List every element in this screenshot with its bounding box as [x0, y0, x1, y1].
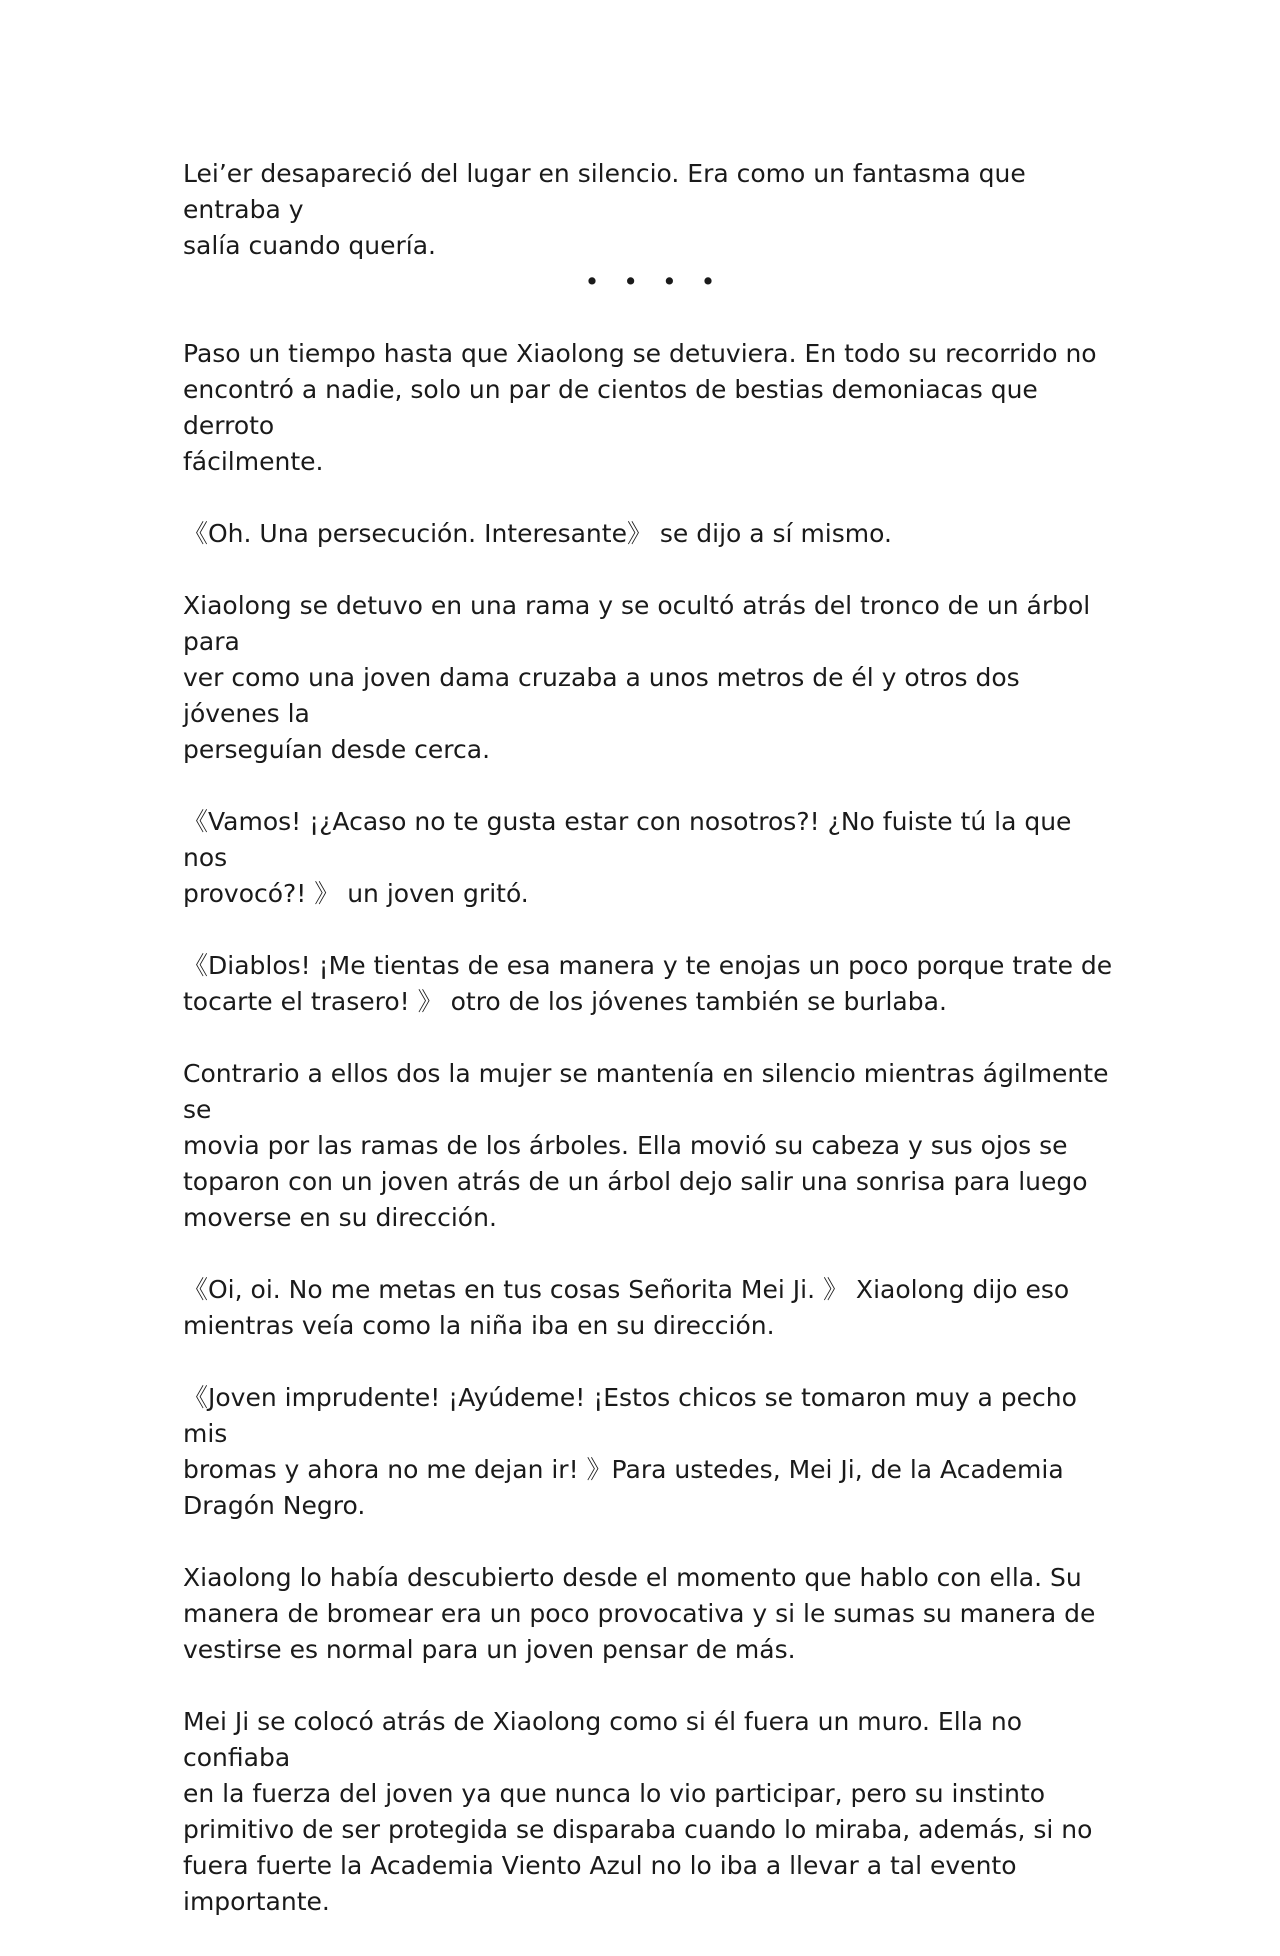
paragraph-6: 《Diablos! ¡Me tientas de esa manera y te enojas un poco porque trate de tocarte el trasero! 》 otro de los jóvenes también se burlaba. [183, 951, 1113, 1016]
paragraph-10: Xiaolong lo había descubierto desde el momento que hablo con ella. Su manera de bromear era un poco provocativa y si le sumas su manera de vestirse es normal para un joven pensar de más. [183, 1563, 1096, 1664]
paragraph-7: Contrario a ellos dos la mujer se mantenía en silencio mientras ágilmente se movia por las ramas de los árboles. Ella movió su cabeza y sus ojos se toparon con un joven atrás de un árbol dejo salir una sonrisa para luego moverse en su dirección. [183, 1059, 1109, 1232]
document-body [183, 156, 1113, 1956]
paragraph-4: Xiaolong se detuvo en una rama y se ocultó atrás del tronco de un árbol para ver como una joven dama cruzaba a unos metros de él y otros dos jóvenes la perseguían desde cerca. [183, 591, 1091, 764]
paragraph-5: 《Vamos! ¡¿Acaso no te gusta estar con nosotros?! ¿No fuiste tú la que nos provocó?! 》 un joven gritó. [183, 807, 1072, 908]
paragraph-9: 《Joven imprudente! ¡Ayúdeme! ¡Estos chicos se tomaron muy a pecho mis bromas y ahora no me dejan ir! 》Para ustedes, Mei Ji, de la Academia Dragón Negro. [183, 1383, 1077, 1520]
paragraph-1: Lei’er desapareció del lugar en silencio. Era como un fantasma que entraba y salía cuando quería. [183, 159, 1026, 260]
paragraph-3: 《Oh. Una persecución. Interesante》 se dijo a sí mismo. [183, 519, 892, 548]
scene-separator: • • • • [584, 267, 724, 296]
paragraph-11: Mei Ji se colocó atrás de Xiaolong como si él fuera un muro. Ella no confiaba en la fuerza del joven ya que nunca lo vio participar, pero su instinto primitivo de ser protegida se disparaba cuando lo miraba, además, si no fuera fuerte la Academia Viento Azul no lo iba a llevar a tal evento importante. [183, 1707, 1093, 1916]
paragraph-8: 《Oi, oi. No me metas en tus cosas Señorita Mei Ji. 》 Xiaolong dijo eso mientras veía como la niña iba en su dirección. [183, 1275, 1070, 1340]
paragraph-2: Paso un tiempo hasta que Xiaolong se detuviera. En todo su recorrido no encontró a nadie, solo un par de cientos de bestias demoniacas que derroto fácilmente. [183, 339, 1097, 476]
